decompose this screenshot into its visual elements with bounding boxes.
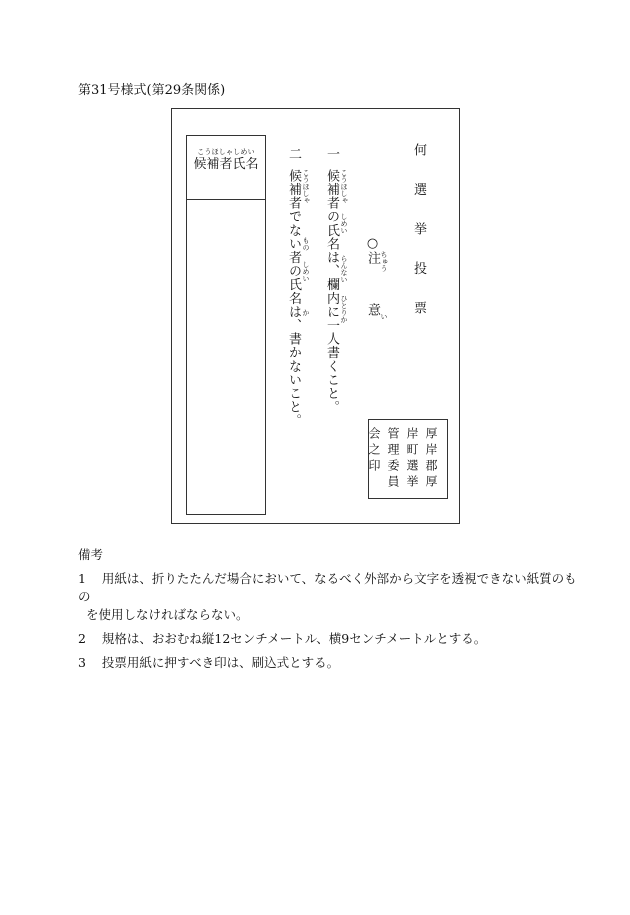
- caution-char-2: 意: [365, 303, 380, 316]
- remarks-item-2-text: 規格は、おおむね縦12センチメートル、横9センチメートルとする。: [101, 631, 487, 646]
- note1-ruby-d: ひとりか: [340, 295, 348, 323]
- remarks-item-3: [78, 654, 578, 672]
- remarks-item-1: [78, 570, 578, 624]
- candidate-name-ruby: こうほしゃしめい: [197, 148, 255, 156]
- remarks-item-3-text: 投票用紙に押すべき印は、刷込式とする。: [101, 655, 340, 670]
- remarks-item-2: [78, 630, 578, 648]
- note2-ruby-d: か: [302, 309, 310, 316]
- note2-ruby-b: もの: [302, 237, 310, 251]
- election-committee-seal: [368, 419, 448, 499]
- remarks-item-3-num: 3: [78, 655, 86, 670]
- note2-number: 二: [286, 147, 301, 160]
- note1-ruby-c: らんない: [340, 255, 348, 283]
- remarks-item-1-num: 1: [78, 571, 86, 586]
- candidate-name-label: 候補者氏名: [193, 157, 259, 172]
- note2-text: 候補者でない者の氏名は、書かないこと。: [286, 169, 301, 428]
- ballot-sample: [171, 108, 460, 524]
- candidate-name-header: [187, 148, 265, 200]
- seal-text: 厚岸郡厚岸町選挙管理委員会之印: [367, 427, 438, 491]
- note2-ruby-a: こうほしゃ: [302, 169, 310, 204]
- remarks-section: [78, 546, 578, 678]
- caution-marker: ○注: [365, 236, 380, 264]
- remarks-item-1-text: 用紙は、折りたたんだ場合において、なるべく外部から文字を透視できない紙質のもの: [78, 571, 577, 604]
- form-label: 第31号様式(第29条関係): [78, 83, 226, 98]
- caution-ruby-1: ちゅう: [380, 251, 388, 272]
- note1-text: 候補者の氏名は、欄内に一人書くこと。: [324, 169, 339, 414]
- note2-ruby-c: しめい: [302, 261, 310, 282]
- caution-ruby-2: い: [380, 313, 388, 320]
- remarks-heading: 備考: [78, 547, 104, 562]
- note1-number: 一: [324, 147, 339, 160]
- note1-ruby-b: しめい: [340, 213, 348, 234]
- ballot-title: 何選挙投票: [411, 143, 426, 341]
- candidate-name-box: [186, 135, 266, 515]
- remarks-item-1-cont: を使用しなければならない。: [86, 607, 249, 622]
- remarks-item-2-num: 2: [78, 631, 86, 646]
- note1-ruby-a: こうほしゃ: [340, 169, 348, 204]
